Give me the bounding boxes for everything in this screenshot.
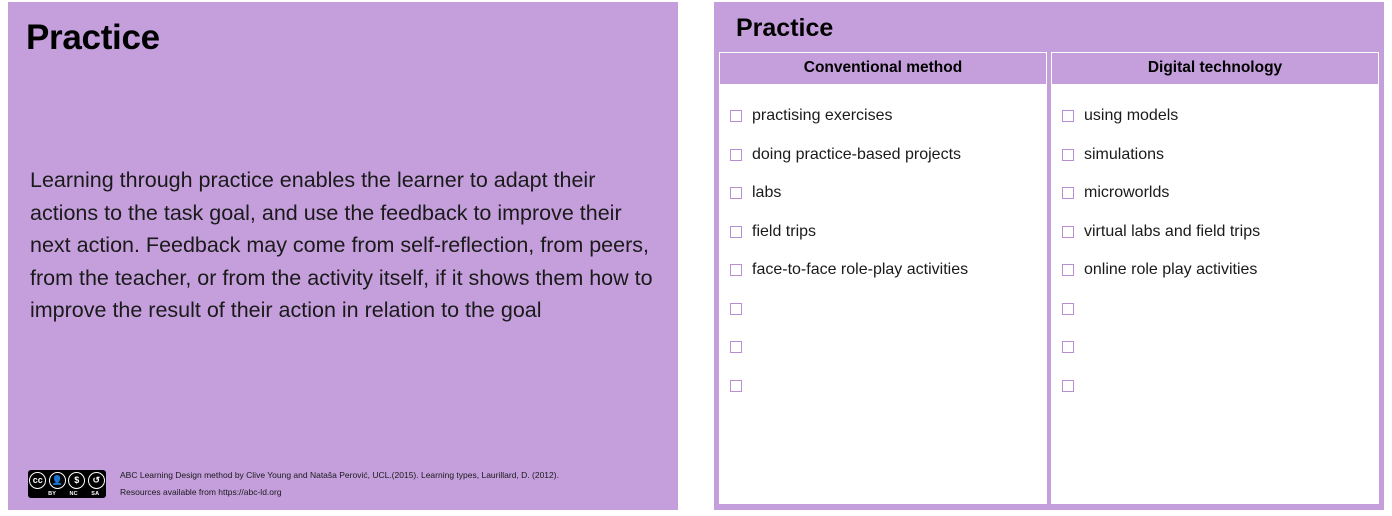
checkbox-icon[interactable] [1062, 110, 1074, 122]
cc-sa-icon: ↺ [88, 472, 105, 489]
list-item[interactable] [720, 251, 1046, 290]
left-description-card [8, 2, 678, 510]
list-item[interactable] [1052, 97, 1378, 136]
column-body-conventional [720, 85, 1046, 503]
list-item-empty[interactable] [1052, 290, 1378, 329]
list-item[interactable] [720, 97, 1046, 136]
checkbox-icon[interactable] [730, 303, 742, 315]
checkbox-icon[interactable] [1062, 380, 1074, 392]
cc-label-sa: SA [91, 491, 100, 497]
checkbox-icon[interactable] [730, 341, 742, 353]
list-item[interactable] [720, 136, 1046, 175]
checkbox-icon[interactable] [1062, 303, 1074, 315]
checkbox-icon[interactable] [1062, 226, 1074, 238]
list-item-empty[interactable] [720, 290, 1046, 329]
list-item-label: simulations [1084, 145, 1165, 163]
creative-commons-license-icon [28, 470, 106, 498]
page-title: Practice [26, 18, 160, 57]
column-header-conventional: Conventional method [720, 53, 1046, 85]
checkbox-icon[interactable] [730, 226, 742, 238]
footer [28, 470, 559, 498]
checkbox-icon[interactable] [1062, 264, 1074, 276]
list-item-label: online role play activities [1084, 261, 1258, 279]
checkbox-icon[interactable] [1062, 149, 1074, 161]
list-item[interactable] [1052, 213, 1378, 252]
cc-by-icon: 👤 [49, 472, 66, 489]
activity-columns [719, 52, 1379, 504]
list-item-label: using models [1084, 107, 1179, 125]
checkbox-icon[interactable] [730, 264, 742, 276]
checkbox-icon[interactable] [1062, 341, 1074, 353]
description-text: Learning through practice enables the learner to adapt their actions to the task goal, and use the feedback to improve their next action. Feedback may come from self-reflection, from peers, from the teacher, or from the activity itself, if it shows them how to improve the result of their action in relation to the goal [30, 168, 653, 322]
checkbox-icon[interactable] [730, 149, 742, 161]
panel-title: Practice [736, 14, 834, 42]
cc-nc-icon: $ [68, 472, 85, 489]
column-digital-technology [1051, 52, 1379, 504]
page-gutter [684, 0, 714, 516]
checkbox-icon[interactable] [730, 187, 742, 199]
list-item-empty[interactable] [720, 367, 1046, 406]
list-item-empty[interactable] [720, 328, 1046, 367]
list-item[interactable] [720, 174, 1046, 213]
cc-label-by: BY [48, 491, 57, 497]
cc-label-nc: NC [69, 491, 78, 497]
checkbox-icon[interactable] [1062, 187, 1074, 199]
cc-icon: cc [29, 472, 46, 489]
right-activity-panel [714, 2, 1384, 510]
list-item-label: virtual labs and field trips [1084, 222, 1261, 240]
list-item[interactable] [1052, 251, 1378, 290]
list-item-empty[interactable] [1052, 367, 1378, 406]
column-body-digital [1052, 85, 1378, 503]
list-item[interactable] [720, 213, 1046, 252]
list-item-label: field trips [752, 222, 817, 240]
list-item[interactable] [1052, 136, 1378, 175]
list-item-label: microworlds [1084, 184, 1170, 202]
list-item-label: doing practice-based projects [752, 145, 962, 163]
checkbox-icon[interactable] [730, 110, 742, 122]
footer-resources-link: Resources available from https://abc-ld.org [120, 487, 282, 497]
list-item-label: practising exercises [752, 107, 893, 125]
footer-attribution: ABC Learning Design method by Clive Young and Nataša Perović, UCL.(2015). Learning types, Laurillard, D. (2012). [120, 470, 559, 480]
list-item-empty[interactable] [1052, 328, 1378, 367]
list-item[interactable] [1052, 174, 1378, 213]
list-item-label: face-to-face role-play activities [752, 261, 969, 279]
checkbox-icon[interactable] [730, 380, 742, 392]
list-item-label: labs [752, 184, 782, 202]
column-header-digital: Digital technology [1052, 53, 1378, 85]
footer-text [120, 470, 559, 498]
column-conventional-method [719, 52, 1047, 504]
